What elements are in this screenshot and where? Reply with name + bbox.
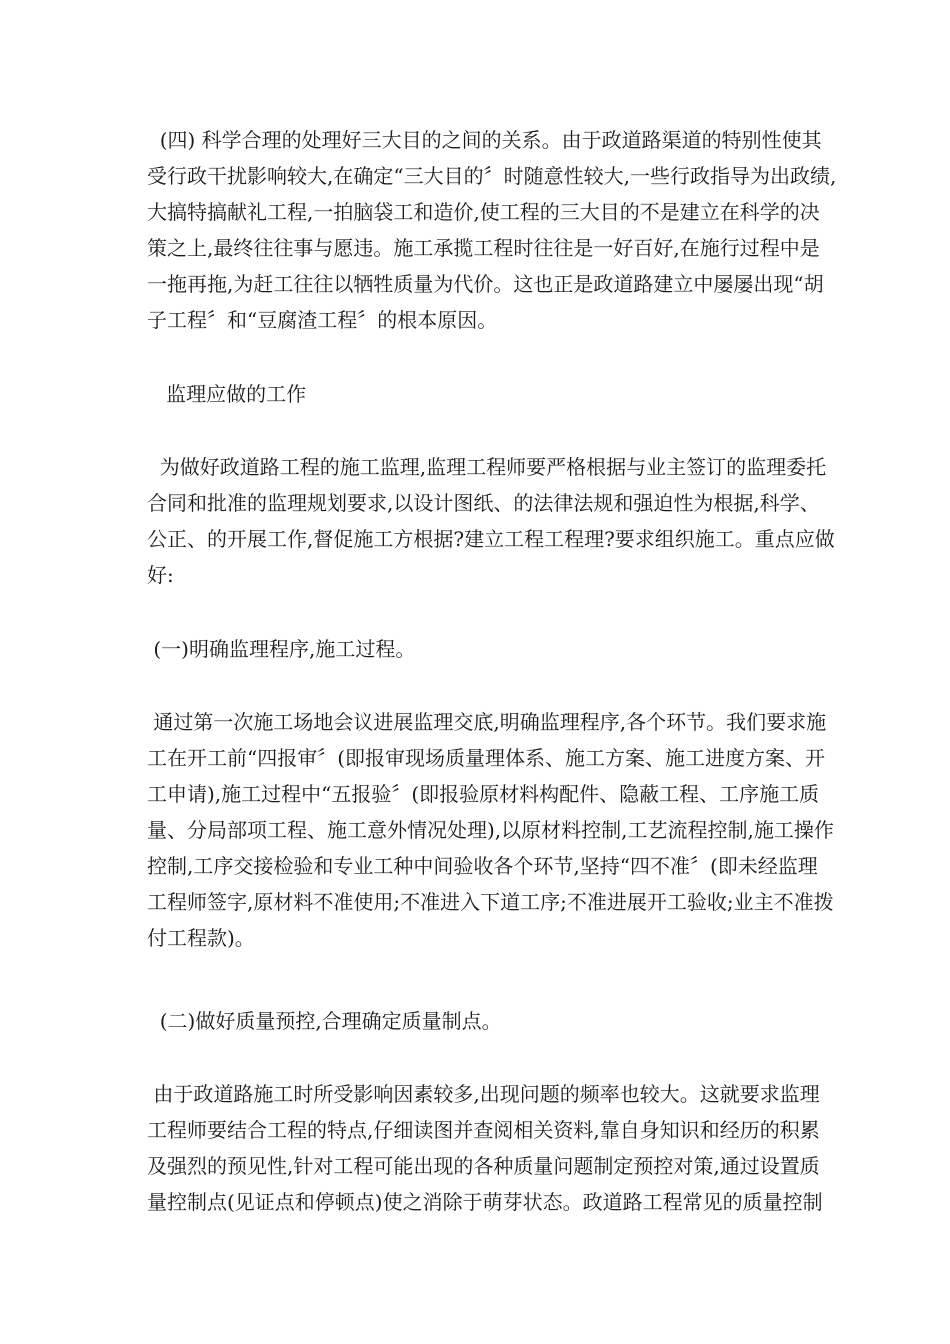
text-line: 一拖再拖,为赶工往往以牺牲质量为代价。这也正是政道路建立中屡屡出现“胡 (147, 272, 824, 296)
text-line: 工程师签字,原材料不准使用;不准进入下道工序;不准进展开工验收;业主不准拨 (147, 890, 834, 914)
text-line: 工申请),施工过程中“五报验〞(即报验原材料构配件、隐蔽工程、工序施工质 (147, 782, 820, 806)
text-line: 受行政干扰影响较大,在确定“三大目的〞时随意性较大,一些行政指导为出政绩, (147, 164, 837, 188)
text-line: 子工程〞和“豆腐渣工程〞的根本原因。 (147, 308, 498, 332)
text-line: 合同和批准的监理规划要求,以设计图纸、的法律法规和强迫性为根据,科学、 (147, 491, 820, 515)
text-line: 量控制点(见证点和停顿点)使之消除于萌芽状态。政道路工程常见的质量控制 (147, 1190, 823, 1214)
text-line: 及强烈的预见性,针对工程可能出现的各种质量问题制定预控对策,通过设置质 (147, 1154, 820, 1178)
text-line: 通过第一次施工场地会议进展监理交底,明确监理程序,各个环节。我们要求施 (147, 710, 827, 734)
text-line: 公正、的开展工作,督促施工方根据?建立工程工程理?要求组织施工。重点应做 (147, 527, 835, 551)
text-line: 为做好政道路工程的施工监理,监理工程师要严格根据与业主签订的监理委托 (147, 455, 827, 479)
heading-line: (二)做好质量预控,合理确定质量制点。 (147, 1009, 502, 1033)
section-heading-supervision-work (147, 376, 807, 412)
text-line: 控制,工序交接检验和专业工种中间验收各个环节,坚持“四不准〞(即未经监理 (147, 854, 818, 878)
paragraph-procedure-details (147, 704, 834, 956)
paragraph-quality-precontrol (147, 1076, 823, 1220)
text-line: 工程师要结合工程的特点,仔细读图并查阅相关资料,靠自身知识和经历的积累 (147, 1118, 820, 1142)
paragraph-scientific-objectives (147, 122, 837, 338)
text-line: 付工程款)。 (147, 926, 255, 950)
paragraph-supervision-intro (147, 449, 835, 593)
heading-line: (一)明确监理程序,施工过程。 (147, 637, 416, 661)
text-line: 大搞特搞献礼工程,一拍脑袋工和造价,使工程的三大目的不是建立在科学的决 (147, 200, 820, 224)
heading-line: 监理应做的工作 (147, 382, 307, 406)
text-line: 量、分局部项工程、施工意外情况处理),以原材料控制,工艺流程控制,施工操作 (147, 818, 834, 842)
text-line: 好: (147, 563, 174, 587)
text-line: 策之上,最终往往事与愿违。施工承揽工程时往往是一好百好,在施行过程中是 (147, 236, 820, 260)
subheading-quality-precontrol (147, 1003, 807, 1039)
subheading-procedure (147, 631, 807, 667)
text-line: 由于政道路施工时所受影响因素较多,出现问题的频率也较大。这就要求监理 (147, 1082, 820, 1106)
text-line: (四) 科学合理的处理好三大目的之间的关系。由于政道路渠道的特别性使其 (147, 128, 822, 152)
text-line: 工在开工前“四报审〞(即报审现场质量理体系、施工方案、施工进度方案、开 (147, 746, 826, 770)
